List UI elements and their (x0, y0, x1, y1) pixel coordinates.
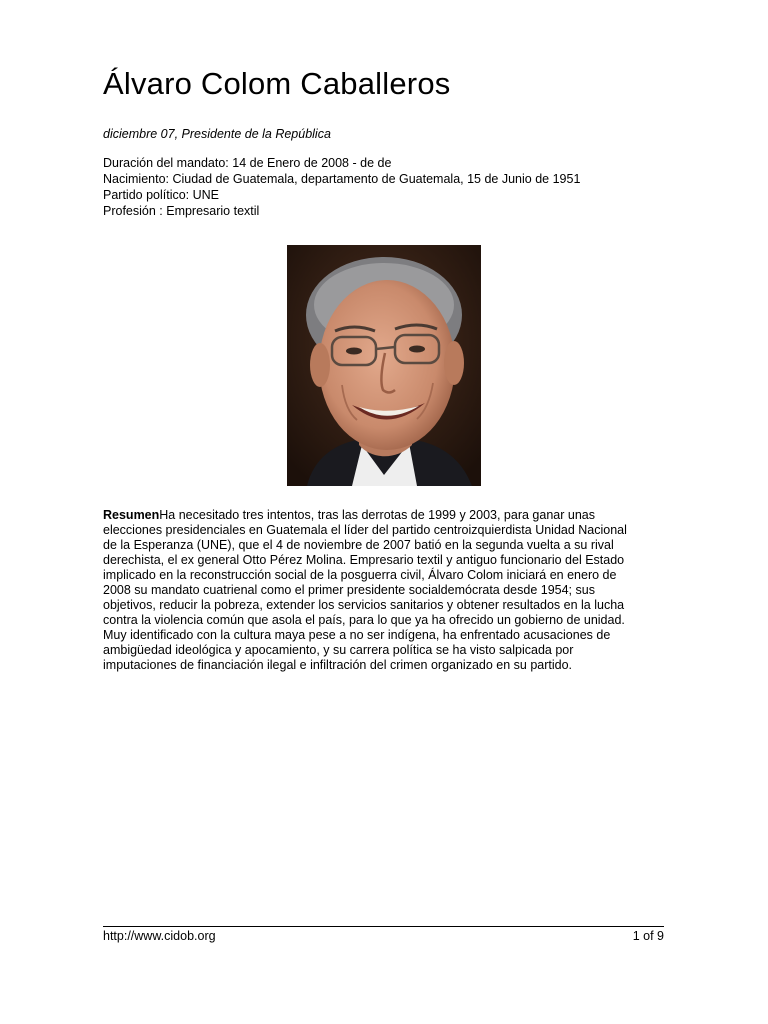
metadata-block (103, 155, 580, 219)
meta-profession: Profesión : Empresario textil (103, 204, 260, 218)
footer-divider (103, 926, 664, 927)
meta-party: Partido político: UNE (103, 188, 220, 202)
page-title: Álvaro Colom Caballeros (103, 66, 451, 101)
summary-label: Resumen (103, 508, 160, 522)
summary-text: Ha necesitado tres intentos, tras las derrotas de 1999 y 2003, para ganar unas elecciones presidenciales en Guatemala el líder del partido centroizquierdista Unidad Nacional de la Esperanza (UNE), que el 4 de noviembre de 2007 batió en la segunda vuelta a su rival derechista, el ex general Otto Pérez Molina. Empresario textil y antiguo funcionario del Estado implicado en la reconstrucción social de la posguerra civil, Álvaro Colom iniciará en enero de 2008 su mandato cuatrienal como el primer presidente socialdemócrata desde 1954; sus objetivos, reducir la pobreza, extender los servicios sanitarios y obtener resultados en la lucha contra la violencia común que asola el país, para lo que ya ha ofrecido un gobierno de unidad. Muy identificado con la cultura maya pese a no ser indígena, ha enfrentado acusaciones de ambigüedad ideológica y apocamiento, y su carrera política se ha visto salpicada por imputaciones de financiación ilegal e infiltración del crimen organizado en su partido. (103, 508, 627, 672)
meta-term: Duración del mandato: 14 de Enero de 2008 - de de (103, 156, 392, 170)
portrait-photo (287, 245, 481, 486)
summary-paragraph (103, 508, 643, 673)
portrait-image (287, 245, 481, 486)
page-number: 1 of 9 (632, 929, 664, 943)
meta-birth: Nacimiento: Ciudad de Guatemala, departamento de Guatemala, 15 de Junio de 1951 (103, 172, 581, 186)
subtitle: diciembre 07, Presidente de la República (103, 127, 331, 141)
footer-url[interactable]: http://www.cidob.org (103, 929, 216, 943)
